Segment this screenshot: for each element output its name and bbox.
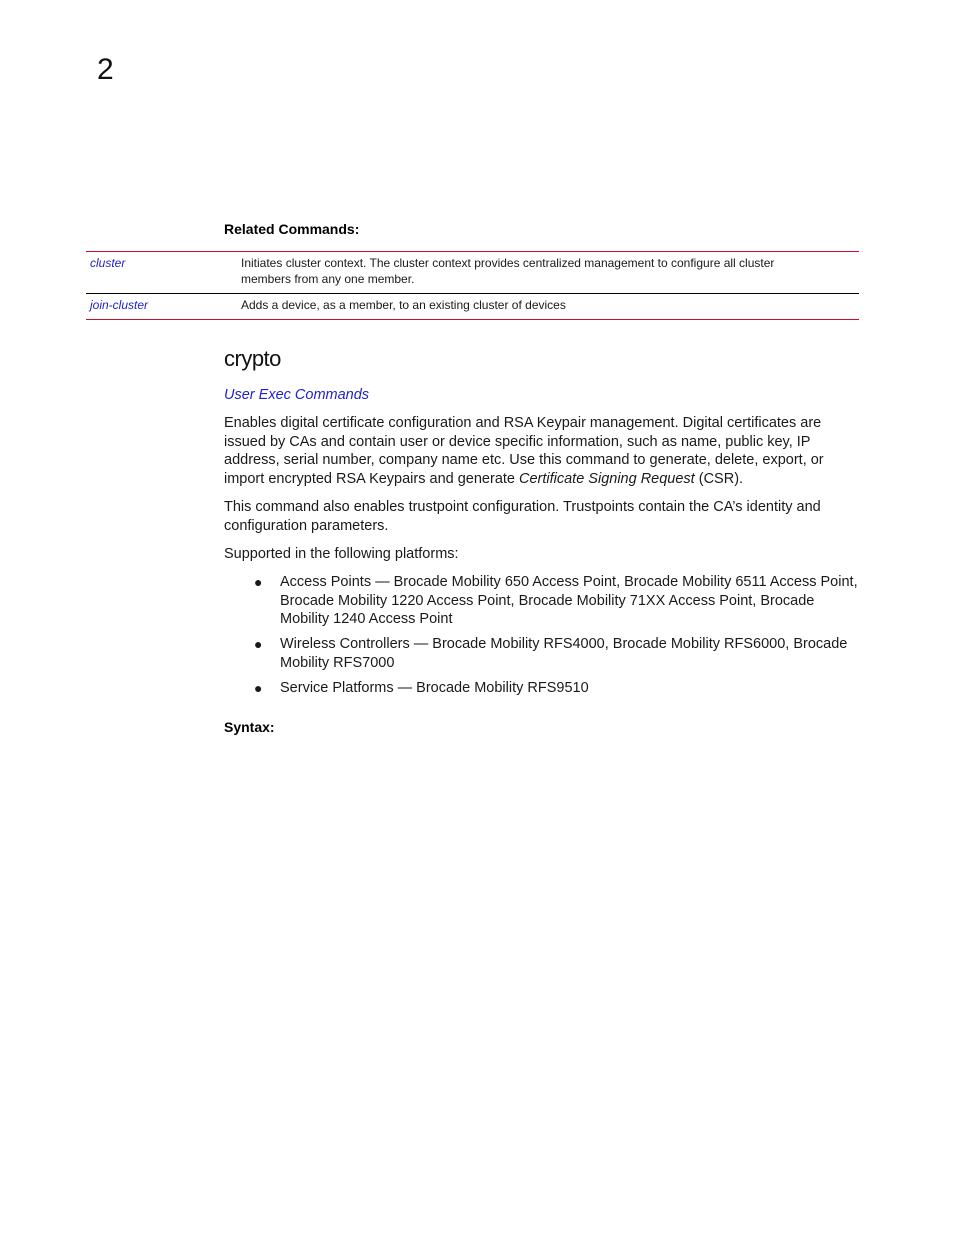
syntax-heading: Syntax: bbox=[224, 719, 275, 735]
paragraph-text: (CSR). bbox=[694, 471, 744, 488]
description-line: members from any one member. bbox=[241, 272, 415, 286]
table-row bbox=[86, 293, 859, 319]
list-item bbox=[254, 573, 866, 629]
join-cluster-link[interactable]: join-cluster bbox=[90, 298, 149, 312]
bullet-icon: ● bbox=[254, 636, 263, 653]
chapter-number: 2 bbox=[97, 53, 114, 86]
list-item-text: Service Platforms — Brocade Mobility RFS9510 bbox=[280, 679, 589, 696]
join-cluster-description bbox=[241, 294, 859, 319]
cluster-link[interactable]: cluster bbox=[90, 256, 126, 270]
description-line: Adds a device, as a member, to an existing cluster of devices bbox=[241, 298, 566, 312]
description-line: Initiates cluster context. The cluster context provides centralized management to configure all cluster bbox=[241, 256, 775, 270]
list-item-text: Wireless Controllers — Brocade Mobility RFS4000, Brocade Mobility RFS6000, Brocade Mobility RFS7000 bbox=[280, 636, 848, 671]
description-paragraph bbox=[224, 414, 864, 489]
related-commands-table bbox=[86, 251, 859, 320]
platforms-intro: Supported in the following platforms: bbox=[224, 546, 459, 562]
list-item bbox=[254, 679, 866, 698]
paragraph-text: Enables digital certificate configuration and RSA Keypair management. Digital certificates are issued by CAs and contain user or device specific information, such as name, public key, IP address, serial number, company name etc. Use this command to generate, delete, export, or import encrypted RSA Keypairs and generate bbox=[224, 415, 824, 488]
user-exec-commands-link[interactable]: User Exec Commands bbox=[224, 387, 370, 403]
table-row bbox=[86, 252, 859, 293]
trustpoint-paragraph: This command also enables trustpoint configuration. Trustpoints contain the CA’s identity and configuration parameters. bbox=[224, 499, 821, 534]
platform-list bbox=[254, 573, 866, 703]
csr-term: Certificate Signing Request bbox=[519, 471, 695, 488]
bullet-icon: ● bbox=[254, 679, 263, 696]
list-item bbox=[254, 635, 866, 672]
bullet-icon: ● bbox=[254, 574, 263, 590]
related-commands-heading: Related Commands: bbox=[224, 221, 360, 237]
cluster-description bbox=[241, 252, 859, 293]
section-title: crypto bbox=[224, 346, 281, 371]
list-item-text: Access Points — Brocade Mobility 650 Access Point, Brocade Mobility 6511 Access Point, Brocade Mobility 1220 Access Point, Brocade Mobility 71XX Access Point, Brocade Mobility 1240 Access Point bbox=[280, 574, 858, 628]
